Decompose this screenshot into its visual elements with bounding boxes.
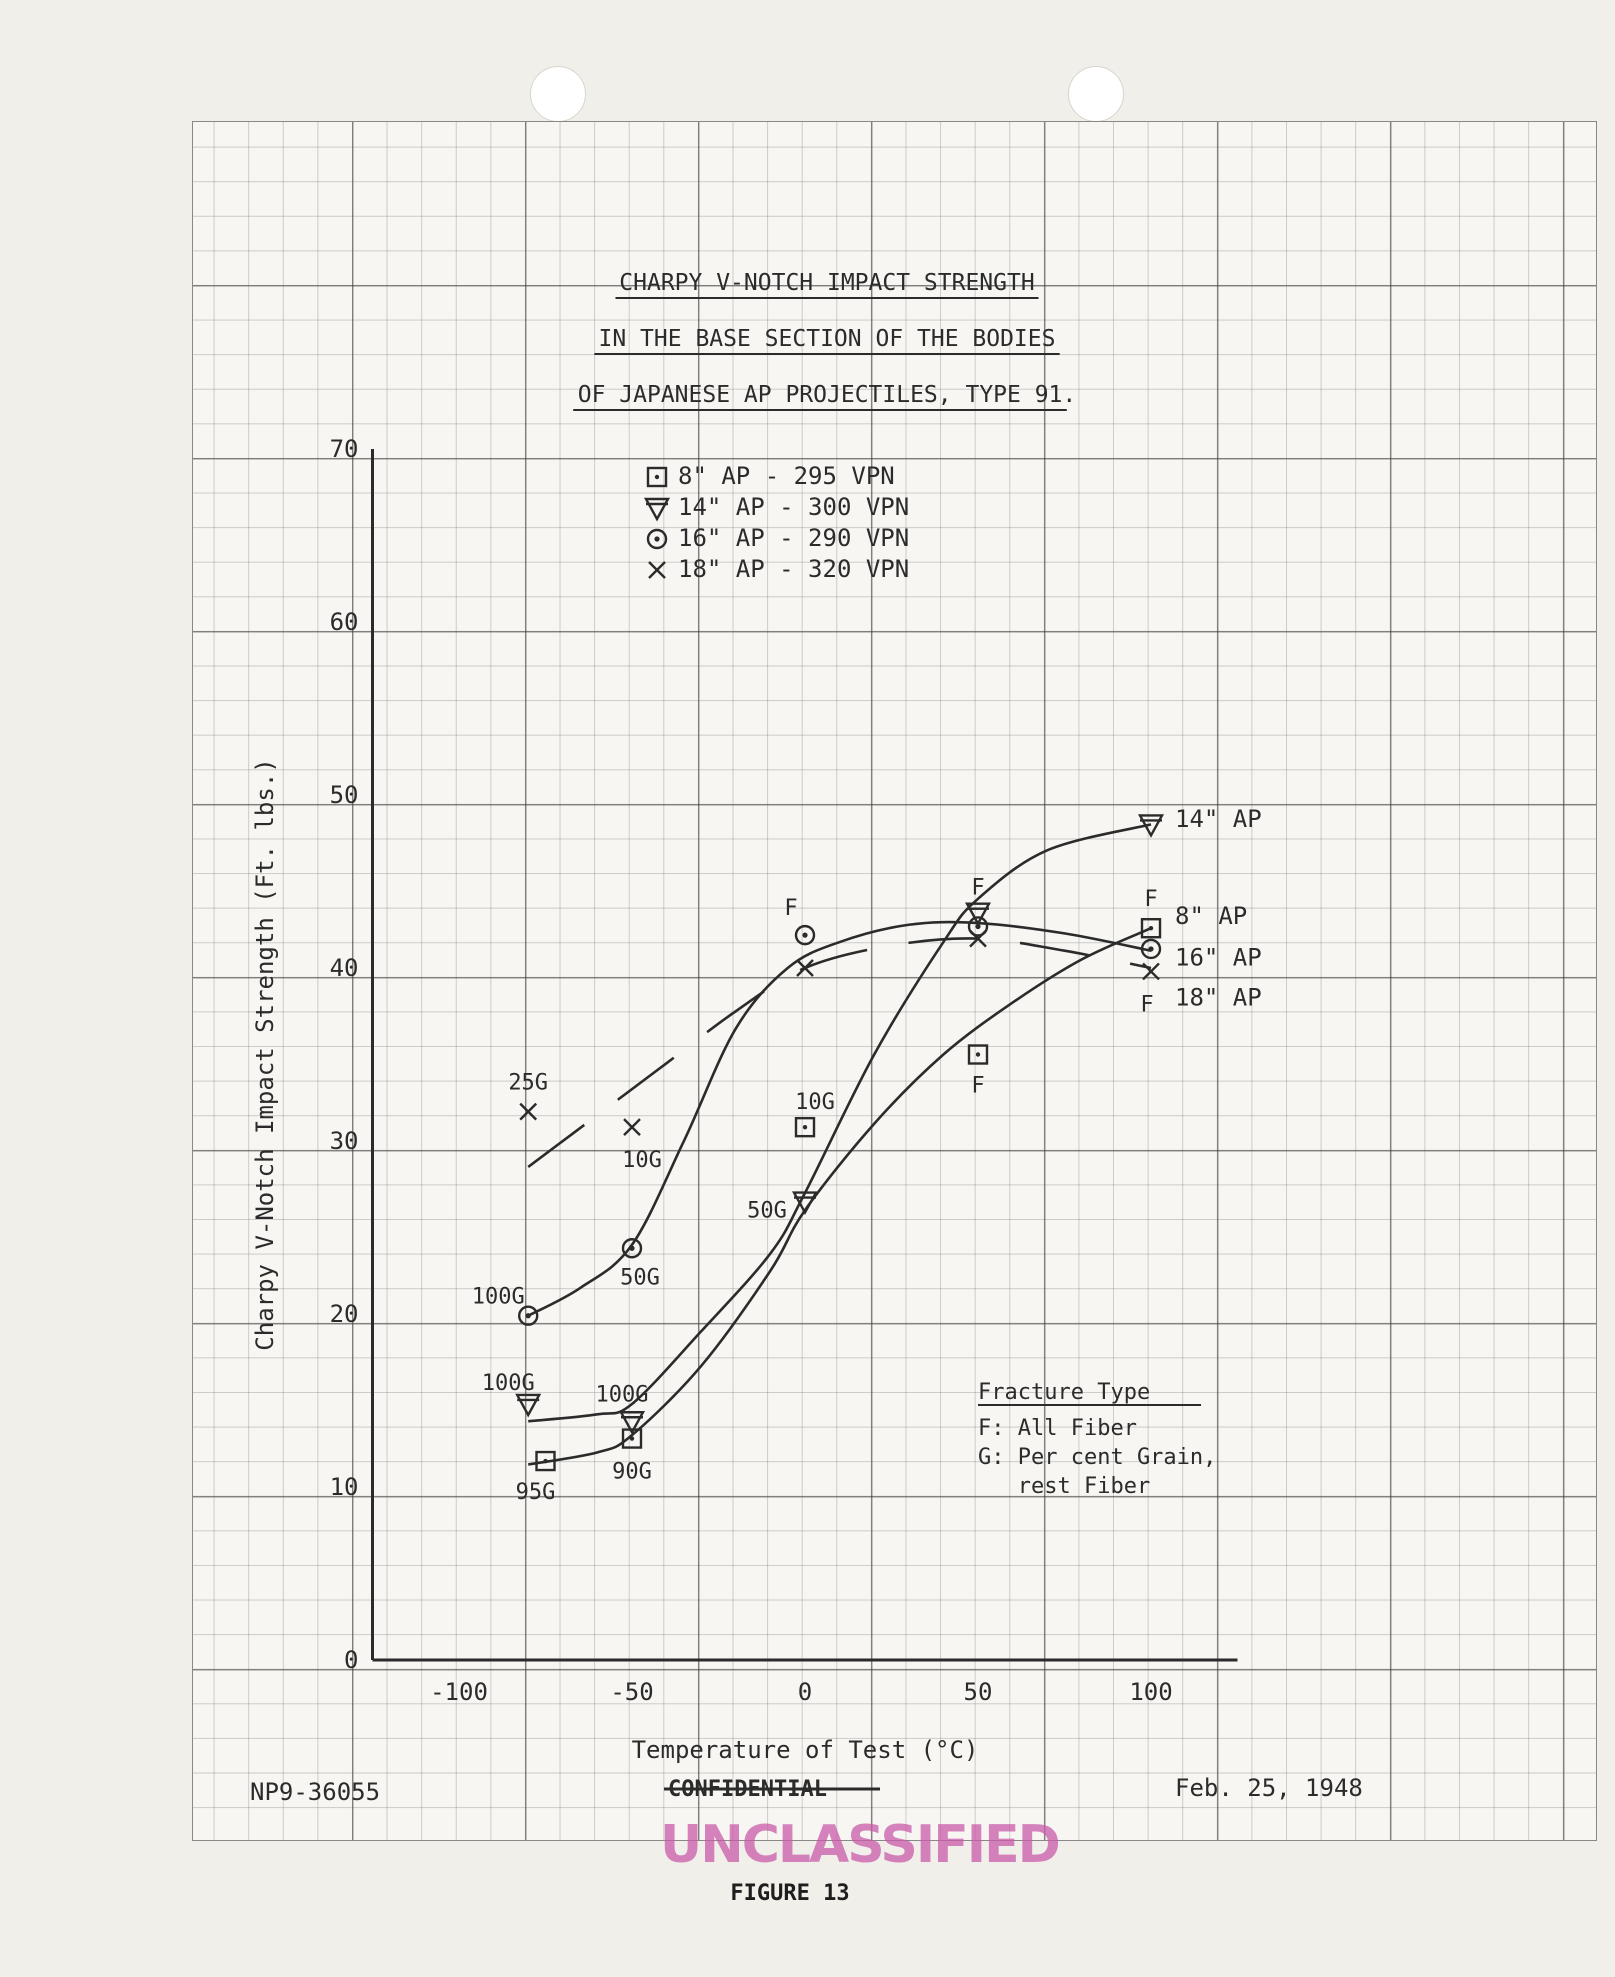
- point-series-4: [1143, 963, 1159, 979]
- point-note: 95G: [515, 1480, 556, 1506]
- triangle-down-icon: [517, 1395, 539, 1415]
- y-tick-label: 40: [329, 954, 359, 982]
- chart-title-line-1: CHARPY V-NOTCH IMPACT STRENGTH: [619, 270, 1035, 296]
- axes: [251, 435, 1238, 1764]
- point-series-3: [796, 926, 814, 944]
- point-series-1: [969, 1046, 987, 1064]
- chart-title-line-3: OF JAPANESE AP PROJECTILES, TYPE 91.: [577, 382, 1077, 408]
- y-axis-title: Charpy V-Notch Impact Strength (Ft. lbs.): [251, 758, 279, 1351]
- point-note: F: [784, 896, 798, 922]
- x-tick-label: -50: [610, 1678, 654, 1706]
- marker-center-dot: [655, 475, 659, 479]
- point-note: F: [1144, 887, 1158, 913]
- document-number: NP9-36055: [250, 1778, 381, 1806]
- point-series-4: [624, 1119, 640, 1135]
- fracture-key-line-3: rest Fiber: [978, 1474, 1151, 1499]
- fracture-type-key: [978, 1380, 1216, 1499]
- curve-series-3: [528, 922, 1154, 1316]
- legend-label-2: 14" AP - 300 VPN: [678, 493, 910, 521]
- figure-caption: FIGURE 13: [730, 1881, 850, 1906]
- x-tick-label: 50: [963, 1678, 993, 1706]
- legend-marker-3: [648, 530, 666, 548]
- point-note: F: [971, 1073, 985, 1099]
- legend-marker-2: [646, 499, 668, 519]
- y-tick-label: 30: [329, 1127, 359, 1155]
- legend-label-4: 18" AP - 320 VPN: [678, 555, 910, 583]
- marker-center-dot: [976, 1052, 980, 1056]
- point-series-1: [796, 1118, 814, 1136]
- legend-marker-1: [648, 468, 666, 486]
- classification-marking: CONFIDENTIAL: [668, 1777, 827, 1802]
- point-note: 100G: [471, 1284, 525, 1310]
- fitted-curves: [528, 824, 1154, 1464]
- marker-center-dot: [803, 1125, 807, 1129]
- unclassified-stamp: UNCLASSIFIED: [660, 1815, 1059, 1875]
- y-tick-label: 20: [329, 1300, 359, 1328]
- chart-title-line-2: IN THE BASE SECTION OF THE BODIES: [598, 326, 1056, 352]
- marker-center-dot: [629, 1246, 634, 1251]
- fracture-key-line-2: G: Per cent Grain,: [978, 1445, 1217, 1470]
- series-end-label-2: 14" AP: [1175, 805, 1262, 834]
- point-note: 50G: [620, 1265, 660, 1291]
- x-tick-label: 0: [797, 1678, 813, 1706]
- chart-title: [573, 270, 1076, 410]
- marker-center-dot: [526, 1313, 531, 1318]
- point-note: F: [1140, 992, 1154, 1018]
- marker-center-dot: [630, 1436, 634, 1440]
- y-tick-label: 50: [329, 781, 359, 809]
- x-axis-title: Temperature of Test (°C): [631, 1736, 979, 1764]
- marker-center-dot: [802, 933, 807, 938]
- point-series-4: [520, 1104, 536, 1120]
- y-tick-label: 70: [329, 435, 359, 463]
- fracture-key-heading: Fracture Type: [978, 1380, 1151, 1405]
- point-series-1: [1142, 919, 1160, 937]
- curve-series-2: [528, 824, 1154, 1421]
- point-note: 100G: [595, 1382, 649, 1408]
- fracture-key-line-1: F: All Fiber: [978, 1416, 1137, 1441]
- legend-marker-4: [649, 562, 665, 578]
- marker-center-dot: [543, 1459, 547, 1463]
- point-note: 90G: [612, 1459, 652, 1485]
- point-note: 10G: [622, 1148, 662, 1174]
- series-end-label-4: 18" AP: [1175, 983, 1262, 1012]
- y-tick-label: 60: [329, 608, 359, 636]
- series-end-label-1: 8" AP: [1175, 902, 1248, 931]
- point-note: 10G: [795, 1090, 835, 1116]
- point-note: F: [971, 875, 985, 901]
- legend-label-1: 8" AP - 295 VPN: [678, 462, 895, 490]
- marker-center-dot: [1149, 926, 1153, 930]
- point-note: 100G: [481, 1370, 535, 1396]
- marker-center-dot: [1148, 946, 1153, 951]
- x-tick-label: 100: [1129, 1678, 1173, 1706]
- legend: [646, 462, 909, 583]
- series-end-label-3: 16" AP: [1175, 943, 1262, 972]
- point-series-2: [517, 1395, 539, 1415]
- point-note: 50G: [747, 1198, 787, 1224]
- data-points: [517, 815, 1162, 1470]
- x-tick-label: -100: [430, 1678, 488, 1706]
- y-tick-label: 0: [344, 1646, 359, 1674]
- point-series-4: [797, 960, 813, 976]
- point-series-3: [623, 1239, 641, 1257]
- document-date: Feb. 25, 1948: [1175, 1774, 1363, 1802]
- legend-label-3: 16" AP - 290 VPN: [678, 524, 910, 552]
- marker-center-dot: [654, 536, 659, 541]
- y-tick-label: 10: [329, 1473, 359, 1501]
- triangle-down-icon: [646, 499, 668, 519]
- marker-center-dot: [975, 924, 980, 929]
- point-note: 25G: [508, 1070, 549, 1096]
